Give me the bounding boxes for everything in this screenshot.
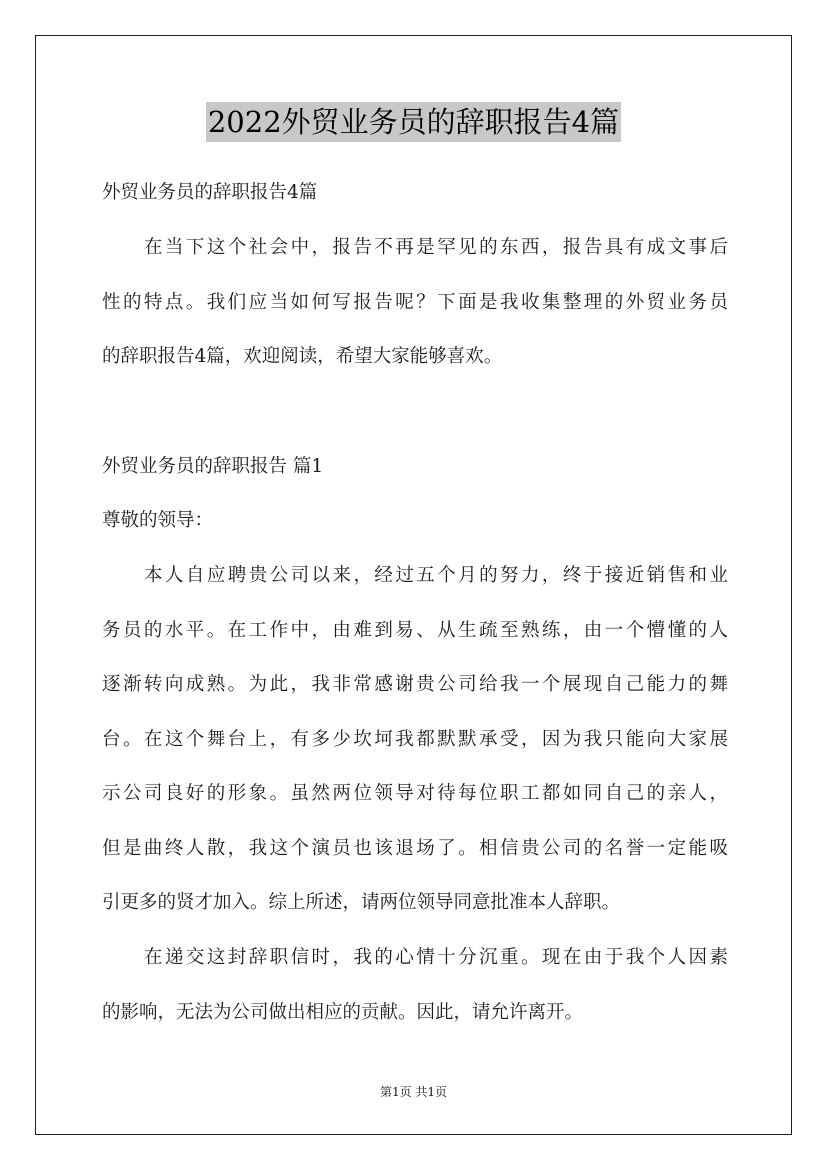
document-title: 2022外贸业务员的辞职报告4篇 xyxy=(206,102,621,142)
intro-line-1: 在当下这个社会中，报告不再是罕见的东西，报告具有成文事后 xyxy=(144,237,728,258)
body-line-4: 台。在这个舞台上，有多少坎坷我都默默承受，因为我只能向大家展 xyxy=(102,729,728,750)
body-line-7: 引更多的贤才加入。综上所述，请两位领导同意批准本人辞职。 xyxy=(102,892,621,913)
title-container xyxy=(0,102,827,142)
salutation: 尊敬的领导： xyxy=(102,510,214,531)
body-line-9: 的影响，无法为公司做出相应的贡献。因此，请允许离开。 xyxy=(102,1002,584,1023)
body-line-3: 逐渐转向成熟。为此，我非常感谢贵公司给我一个展现自己能力的舞 xyxy=(102,674,728,695)
subtitle-line: 外贸业务员的辞职报告4篇 xyxy=(102,182,318,203)
body-line-1: 本人自应聘贵公司以来，经过五个月的努力，终于接近销售和业 xyxy=(144,565,728,586)
body-line-2: 务员的水平。在工作中，由难到易、从生疏至熟练，由一个懵懂的人 xyxy=(102,620,728,641)
body-line-8: 在递交这封辞职信时，我的心情十分沉重。现在由于我个人因素 xyxy=(144,947,728,968)
intro-line-3: 的辞职报告4篇，欢迎阅读，希望大家能够喜欢。 xyxy=(102,346,503,367)
page-footer xyxy=(0,1084,827,1100)
page-number-label: 第1页 共1页 xyxy=(379,1085,448,1099)
body-line-6: 但是曲终人散，我这个演员也该退场了。相信贵公司的名誉一定能吸 xyxy=(102,838,728,859)
intro-line-2: 性的特点。我们应当如何写报告呢？下面是我收集整理的外贸业务员 xyxy=(102,292,728,313)
section-heading: 外贸业务员的辞职报告 篇1 xyxy=(102,456,324,477)
body-line-5: 示公司良好的形象。虽然两位领导对待每位职工都如同自己的亲人， xyxy=(102,783,728,804)
